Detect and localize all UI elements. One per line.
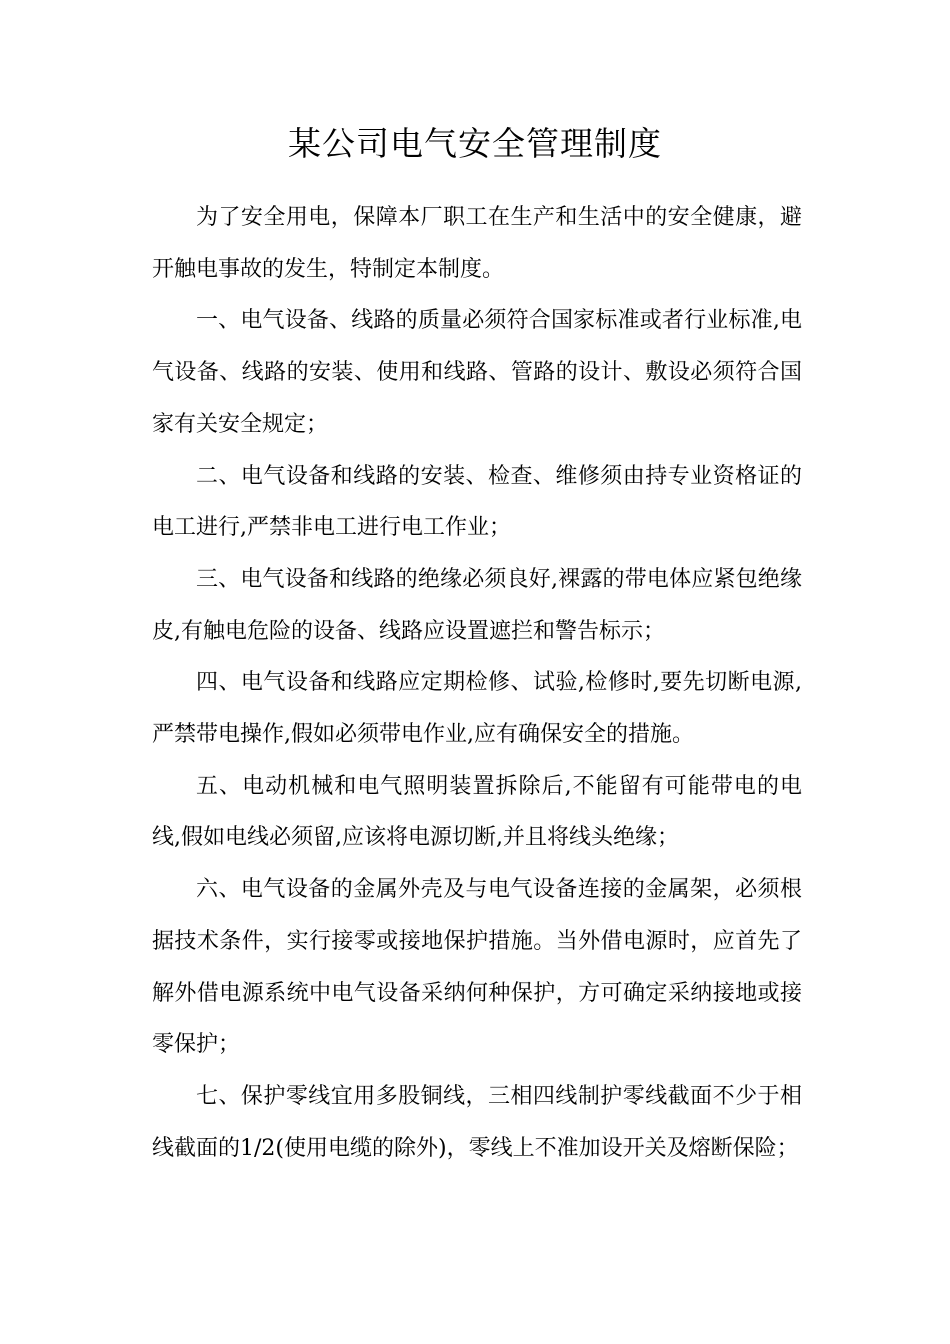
clause-2-paragraph: 二、电气设备和线路的安装、检查、维修须由持专业资格证的电工进行,严禁非电工进行电工作业； xyxy=(152,463,802,541)
document-title: 某公司电气安全管理制度 xyxy=(288,124,662,163)
intro-paragraph: 为了安全用电，保障本厂职工在生产和生活中的安全健康，避开触电事故的发生，特制定本制度。 xyxy=(152,205,802,282)
clause-5-paragraph: 五、电动机械和电气照明装置拆除后,不能留有可能带电的电线,假如电线必须留,应该将电源切断,并且将线头绝缘； xyxy=(152,773,802,851)
document-body xyxy=(152,192,802,1174)
clause-6-paragraph: 六、电气设备的金属外壳及与电气设备连接的金属架，必须根据技术条件，实行接零或接地保护措施。当外借电源时，应首先了解外借电源系统中电气设备采纳何种保护，方可确定采纳接地或接零保护； xyxy=(152,877,802,1058)
clause-7-paragraph: 七、保护零线宜用多股铜线，三相四线制护零线截面不少于相线截面的1/2(使用电缆的除外)，零线上不准加设开关及熔断保险； xyxy=(152,1083,802,1161)
clause-4-paragraph: 四、电气设备和线路应定期检修、试验,检修时,要先切断电源,严禁带电操作,假如必须带电作业,应有确保安全的措施。 xyxy=(152,670,802,748)
clause-3-paragraph: 三、电气设备和线路的绝缘必须良好,裸露的带电体应紧包绝缘皮,有触电危险的设备、线路应设置遮拦和警告标示； xyxy=(152,566,802,644)
clause-1-paragraph: 一、电气设备、线路的质量必须符合国家标准或者行业标准,电气设备、线路的安装、使用和线路、管路的设计、敷设必须符合国家有关安全规定； xyxy=(152,308,802,437)
